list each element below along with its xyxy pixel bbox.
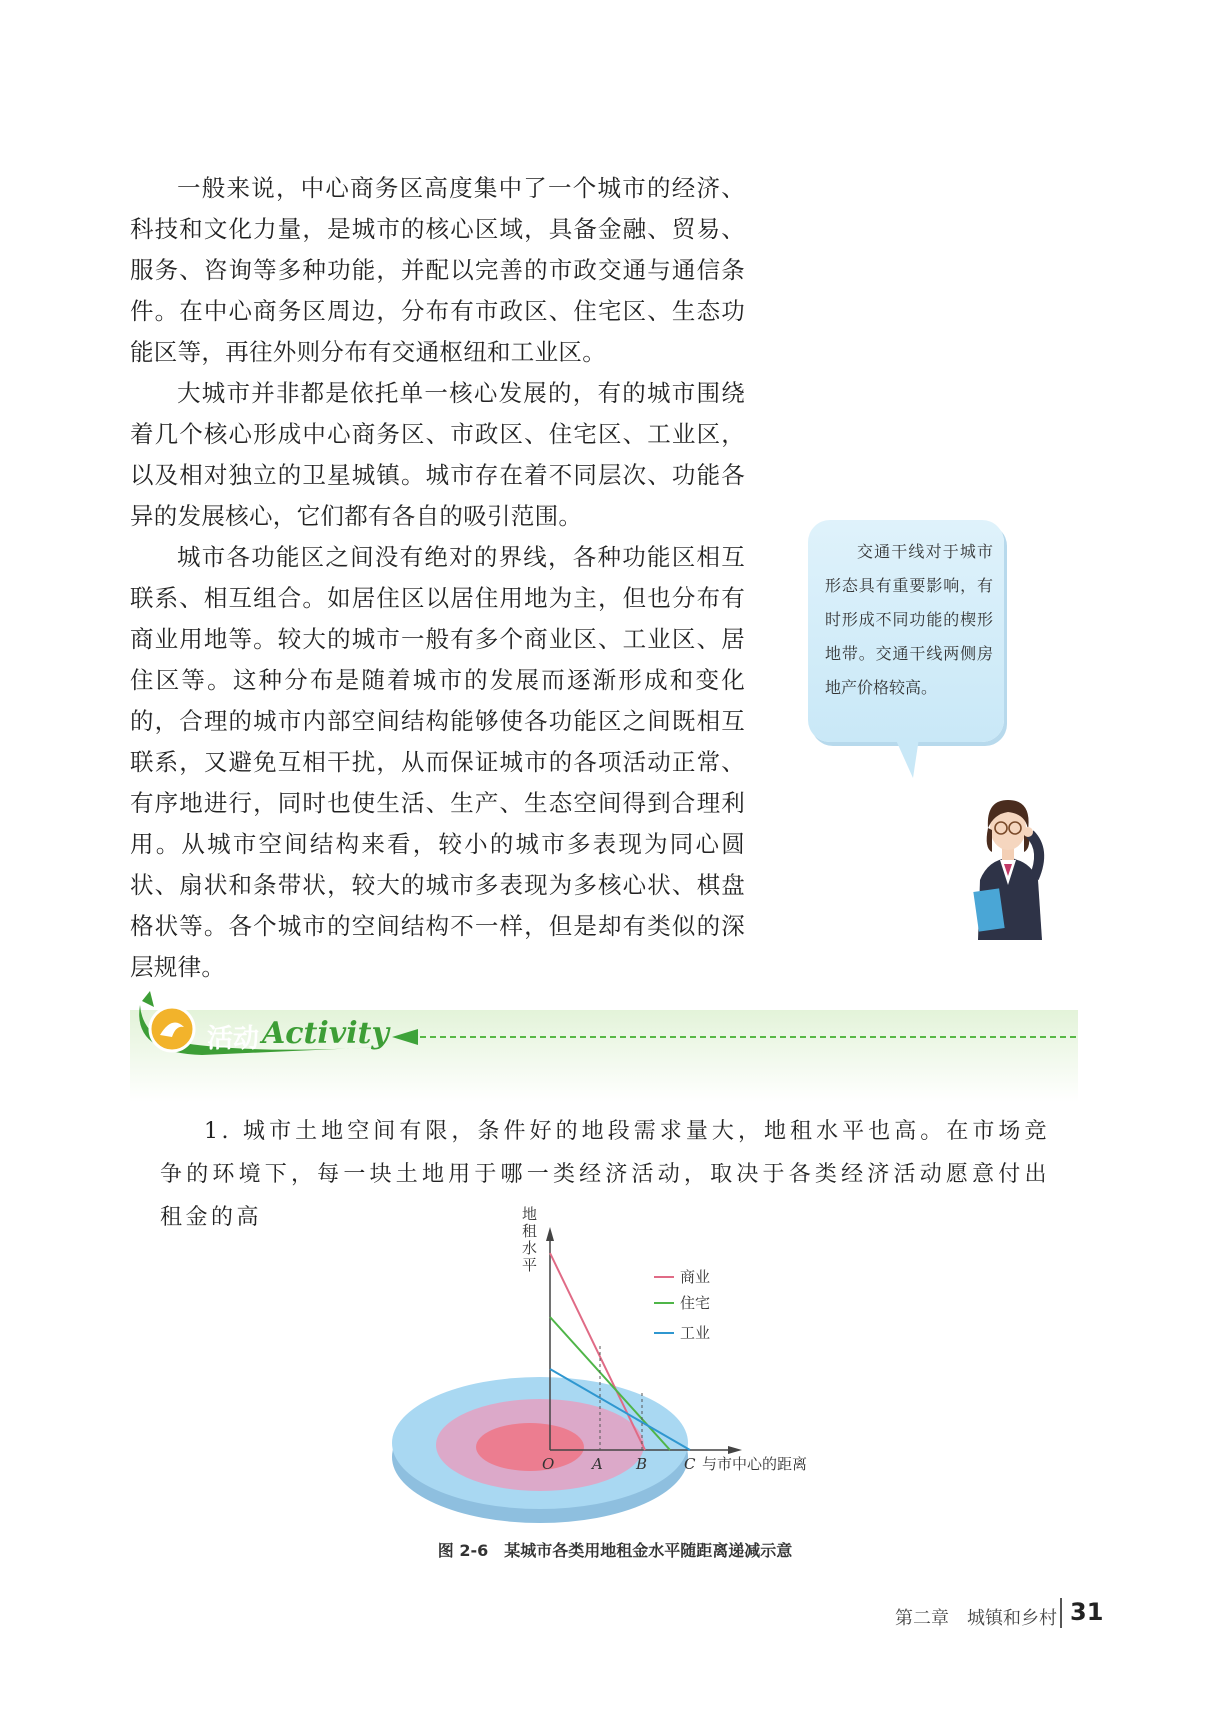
activity-divider [420,1036,1076,1038]
tip-text: 交通干线对于城市形态具有重要影响，有时形成不同功能的楔形地带。交通干线两侧房地产价格较高。 [825,542,993,697]
body-text [130,168,745,988]
legend-label-residence: 住宅 [680,1294,711,1312]
body-paragraph: 大城市并非都是依托单一核心发展的，有的城市围绕着几个核心形成中心商务区、市政区、住宅区、工业区，以及相对独立的卫星城镇。城市存在着不同层次、功能各异的发展核心，它们都有各自的吸引范围。 [130,379,745,530]
footer-separator [1060,1598,1062,1628]
tip-bubble-tail [895,738,919,778]
page-number: 31 [1070,1598,1104,1626]
point-label-c: C [684,1455,696,1473]
body-paragraph: 城市各功能区之间没有绝对的界线，各种功能区相互联系、相互组合。如居住区以居住用地为主，但也分布有商业用地等。较大的城市一般有多个商业区、工业区、居住区等。这种分布是随着城市的发展而逐渐形成和变化的，合理的城市内部空间结构能够使各功能区之间既相互联系，又避免互相干扰，从而保证城市的各项活动正常、有序地进行，同时也使生活、生产、生态空间得到合理利用。从城市空间结构来看，较小的城市多表现为同心圆状、扇状和条带状，较大的城市多表现为多核心状、棋盘格状等。各个城市的空间结构不一样，但是却有类似的深层规律。 [130,543,745,981]
rent-distance-diagram [370,1195,850,1535]
figure-caption: 图 2-6 某城市各类用地租金水平随距离递减示意 [437,1541,793,1560]
legend-label-commerce: 商业 [680,1268,711,1286]
activity-title-en: Activity [262,1016,389,1051]
ring-inner [476,1423,584,1471]
footer-chapter: 第二章 城镇和乡村 [895,1608,1057,1629]
y-axis-arrow [546,1227,554,1241]
point-label-a: A [592,1455,603,1473]
activity-text: 1. 城市土地空间有限，条件好的地段需求量大，地租水平也高。在市场竞争的环境下，每一块土地用于哪一类经济活动，取决于各类经济活动愿意付出租金的高 [160,1119,1050,1230]
point-label-b: B [636,1455,648,1473]
x-axis-label: 与市中心的距离 [702,1455,808,1473]
legend-label-industry: 工业 [680,1324,711,1342]
teacher-illustration [948,790,1068,940]
body-paragraph: 一般来说，中心商务区高度集中了一个城市的经济、科技和文化力量，是城市的核心区域，具备金融、贸易、服务、咨询等多种功能，并配以完善的市政交通与通信条件。在中心商务区周边，分布有市政区、住宅区、生态功能区等，再往外则分布有交通枢纽和工业区。 [130,174,745,366]
y-axis-label: 地 租 水 平 [522,1205,538,1274]
activity-title: 活动 [207,1024,260,1054]
x-axis-arrow [728,1446,742,1454]
arrow-left-icon [392,1029,418,1045]
origin-label: O [542,1455,555,1473]
